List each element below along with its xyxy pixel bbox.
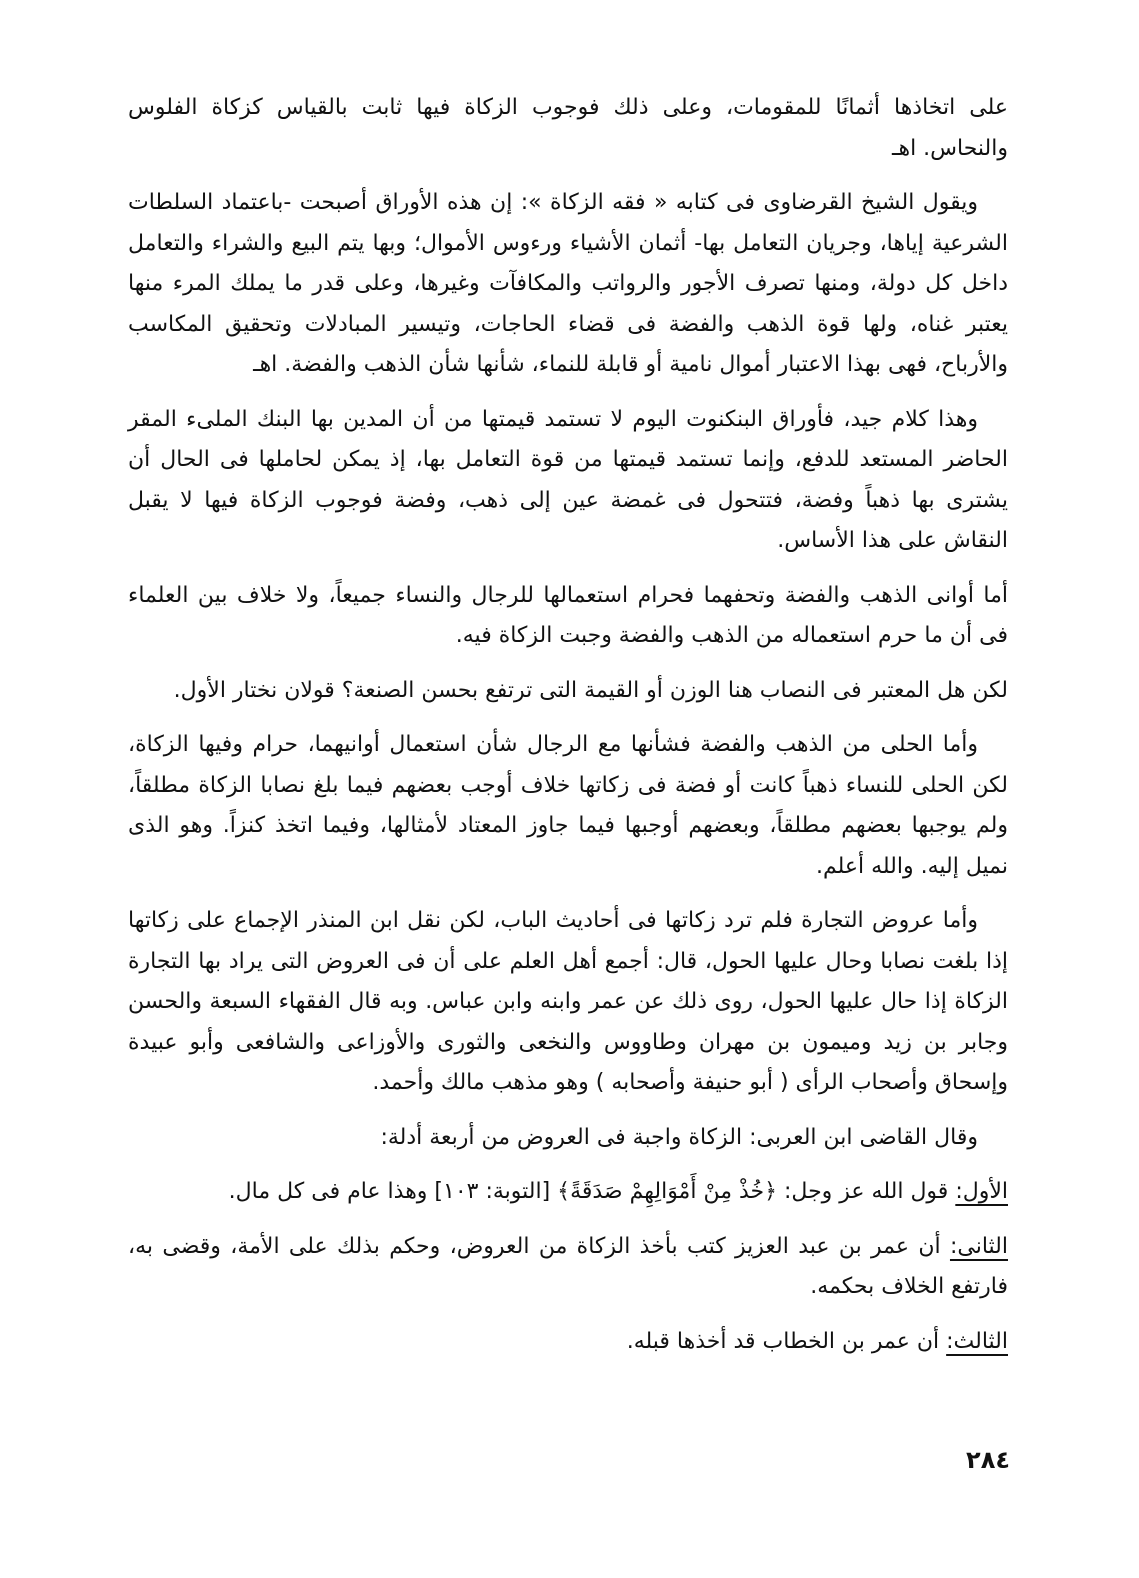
- evidence-second: [128, 1227, 1008, 1308]
- paragraph-7: وأما عروض التجارة فلم ترد زكاتها فى أحاديث الباب، لكن نقل ابن المنذر الإجماع على زكاتها إذا بلغت نصابا وحال عليها الحول، قال: أجمع أهل العلم على أن فى العروض التى يراد بها التجارة الزكاة إذا حال عليها الحول، روى ذلك عن عمر وابنه وابن عباس. وبه قال الفقهاء السبعة والحسن وجابر بن زيد وميمون بن مهران وطاووس والنخعى والثورى والأوزاعى والشافعى وأبو عبيدة وإسحاق وأصحاب الرأى ( أبو حنيفة وأصحابه ) وهو مذهب مالك وأحمد.: [128, 908, 1008, 1095]
- evidence-third-label: الثالث:: [946, 1328, 1008, 1354]
- paragraph-6: وأما الحلى من الذهب والفضة فشأنها مع الرجال شأن استعمال أوانيهما، حرام وفيها الزكاة، لكن الحلى للنساء ذهباً كانت أو فضة فى زكاتها خلاف أوجب بعضهم فيما بلغ نصابا الزكاة مطلقاً، ولم يوجبها بعضهم مطلقاً، وبعضهم أوجبها فيما جاوز المعتاد لأمثالها، وفيما اتخذ كنزاً. وهو الذى نميل إليه. والله أعلم.: [128, 732, 1008, 879]
- evidence-first-text: قول الله عز وجل: ﴿خُذْ مِنْ أَمْوَالِهِمْ صَدَقَةً﴾ [التوبة: ١٠٣] وهذا عام فى كل مال.: [228, 1179, 956, 1204]
- evidence-first-label: الأول:: [955, 1179, 1008, 1204]
- paragraph-4: أما أوانى الذهب والفضة وتحفهما فحرام استعمالها للرجال والنساء جميعاً، ولا خلاف بين العلماء فى أن ما حرم استعماله من الذهب والفضة وجبت الزكاة فيه.: [128, 582, 1008, 648]
- paragraph-3: وهذا كلام جيد، فأوراق البنكنوت اليوم لا تستمد قيمتها من أن المدين بها البنك الملىء المقر الحاضر المستعد للدفع، وإنما تستمد قيمتها من قوة التعامل بها، إذ يمكن لحاملها فى الحال أن يشترى بها ذهباً وفضة، فتتحول فى غمضة عين إلى ذهب، وفضة فوجوب الزكاة فيها لا يقبل النقاش على هذا الأساس.: [128, 406, 1008, 553]
- evidence-first: [128, 1172, 1008, 1213]
- page-number: ٢٨٤: [966, 1446, 1010, 1474]
- paragraph-2: ويقول الشيخ القرضاوى فى كتابه « فقه الزكاة »: إن هذه الأوراق أصبحت -باعتماد السلطات الشرعية إياها، وجريان التعامل بها- أثمان الأشياء ورءوس الأموال؛ وبها يتم البيع والشراء والتعامل داخل كل دولة، ومنها تصرف الأجور والرواتب والمكافآت وغيرها، وعلى قدر ما يملك المرء منها يعتبر غناه، ولها قوة الذهب والفضة فى قضاء الحاجات، وتيسير المبادلات وتحقيق المكاسب والأرباح، فهى بهذا الاعتبار أموال نامية أو قابلة للنماء، شأنها شأن الذهب والفضة. اهـ: [128, 190, 1008, 377]
- evidence-third: [128, 1322, 1008, 1363]
- evidence-second-text: أن عمر بن عبد العزيز كتب بأخذ الزكاة من العروض، وحكم بذلك على الأمة، وقضى به، فارتفع الخلاف بحكمه.: [128, 1233, 1008, 1299]
- paragraph-8: وقال القاضى ابن العربى: الزكاة واجبة فى العروض من أربعة أدلة:: [380, 1124, 978, 1150]
- evidence-second-label: الثانى:: [949, 1233, 1008, 1259]
- paragraph-1: على اتخاذها أثمانًا للمقومات، وعلى ذلك فوجوب الزكاة فيها ثابت بالقياس كزكاة الفلوس والنحاس. اهـ: [128, 95, 1008, 161]
- paragraph-5: لكن هل المعتبر فى النصاب هنا الوزن أو القيمة التى ترتفع بحسن الصنعة؟ قولان نختار الأول.: [173, 677, 1008, 703]
- evidence-third-text: أن عمر بن الخطاب قد أخذها قبله.: [626, 1328, 947, 1354]
- page-body: [128, 88, 1008, 1376]
